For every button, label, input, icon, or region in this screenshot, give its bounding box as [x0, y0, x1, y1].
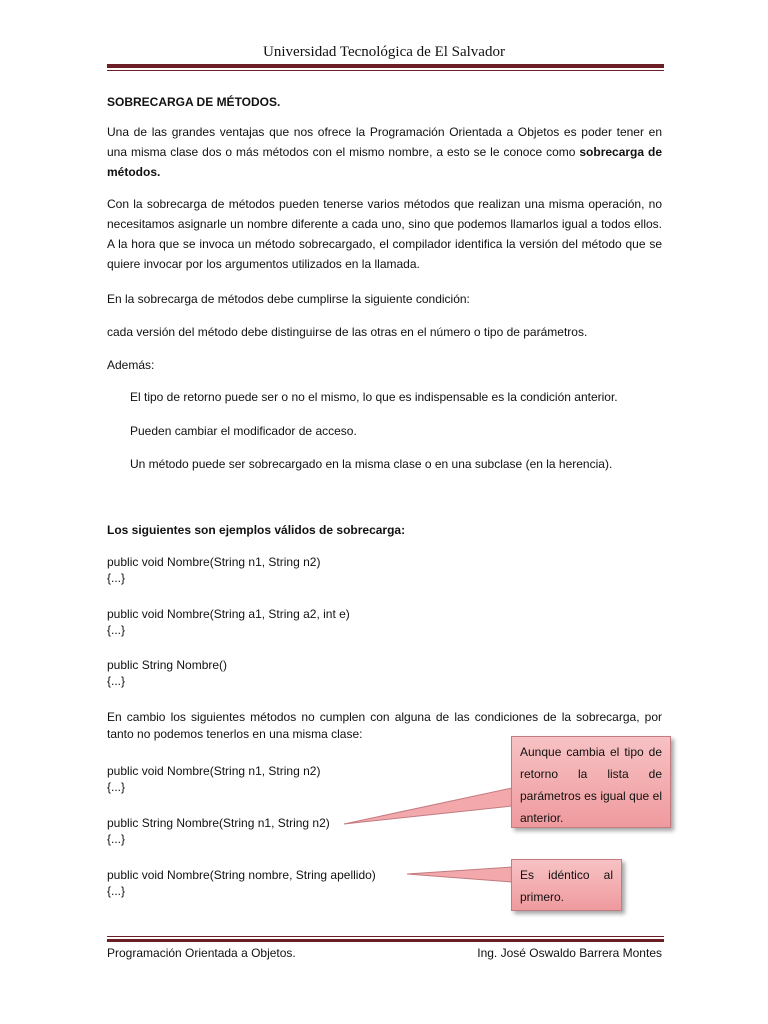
code-signature: public void Nombre(String nombre, String apellido) — [107, 868, 376, 882]
callout-return-type-note: Aunque cambia el tipo de retorno la lista de parámetros es igual que el anterior. — [511, 736, 671, 828]
section-title: SOBRECARGA DE MÉTODOS. — [107, 95, 281, 109]
invalid-examples-intro: En cambio los siguientes métodos no cumplen con alguna de las condiciones de la sobrecarga, por tanto no podemos tenerlos en una misma clase: — [107, 710, 662, 741]
header-rule-thin — [107, 70, 664, 71]
code-signature: public String Nombre() — [107, 658, 228, 672]
condition-statement: cada versión del método debe distinguirse de las otras en el número o tipo de parámetros. — [107, 325, 588, 339]
rule-item: El tipo de retorno puede ser o no el mismo, lo que es indispensable es la condición anterior. — [130, 390, 618, 404]
code-body: {...} — [107, 780, 126, 794]
footer-rule-thin — [107, 936, 664, 937]
overload-explanation-paragraph: Con la sobrecarga de métodos pueden tenerse varios métodos que realizan una misma operación, no necesitamos asignarle un nombre diferente a cada uno, sino que podemos llamarlos igual a todos ellos. A la hora que se invoca un método sobrecargado, el compilador identifica la versión del método que se quiere invocar por los argumentos utilizados en la llamada. — [107, 197, 662, 271]
callout-pointer-identical — [407, 867, 512, 882]
valid-examples-heading: Los siguientes son ejemplos válidos de sobrecarga: — [107, 523, 406, 537]
intro-text: Una de las grandes ventajas que nos ofrece la Programación Orientada a Objetos es poder tener en una misma clase dos o más métodos con el mismo nombre, a esto se le conoce como — [107, 125, 662, 159]
rule-item: Pueden cambiar el modificador de acceso. — [130, 424, 357, 438]
code-body: {...} — [107, 674, 126, 688]
code-signature: public void Nombre(String n1, String n2) — [107, 764, 321, 778]
intro-term: sobrecarga de métodos. — [107, 145, 662, 179]
callout-identical-note: Es idéntico al primero. — [511, 859, 622, 911]
code-body: {...} — [107, 884, 126, 898]
code-body: {...} — [107, 571, 126, 585]
intro-paragraph — [107, 122, 662, 182]
rule-item: Un método puede ser sobrecargado en la misma clase o en una subclase (en la herencia). — [130, 457, 613, 471]
footer-author: Ing. José Oswaldo Barrera Montes — [477, 946, 662, 960]
header-rule — [107, 64, 664, 68]
footer-course-name: Programación Orientada a Objetos. — [107, 946, 296, 960]
code-signature: public String Nombre(String n1, String n2) — [107, 816, 330, 830]
ademas-label: Además: — [107, 358, 155, 372]
condition-intro: En la sobrecarga de métodos debe cumplirse la siguiente condición: — [107, 292, 470, 306]
callout-pointer-return-type — [344, 788, 512, 824]
page-header-title: Universidad Tecnológica de El Salvador — [263, 44, 505, 60]
code-signature: public void Nombre(String a1, String a2, int e) — [107, 607, 350, 621]
code-signature: public void Nombre(String n1, String n2) — [107, 555, 321, 569]
code-body: {...} — [107, 623, 126, 637]
code-body: {...} — [107, 832, 126, 846]
footer-rule — [107, 939, 664, 942]
